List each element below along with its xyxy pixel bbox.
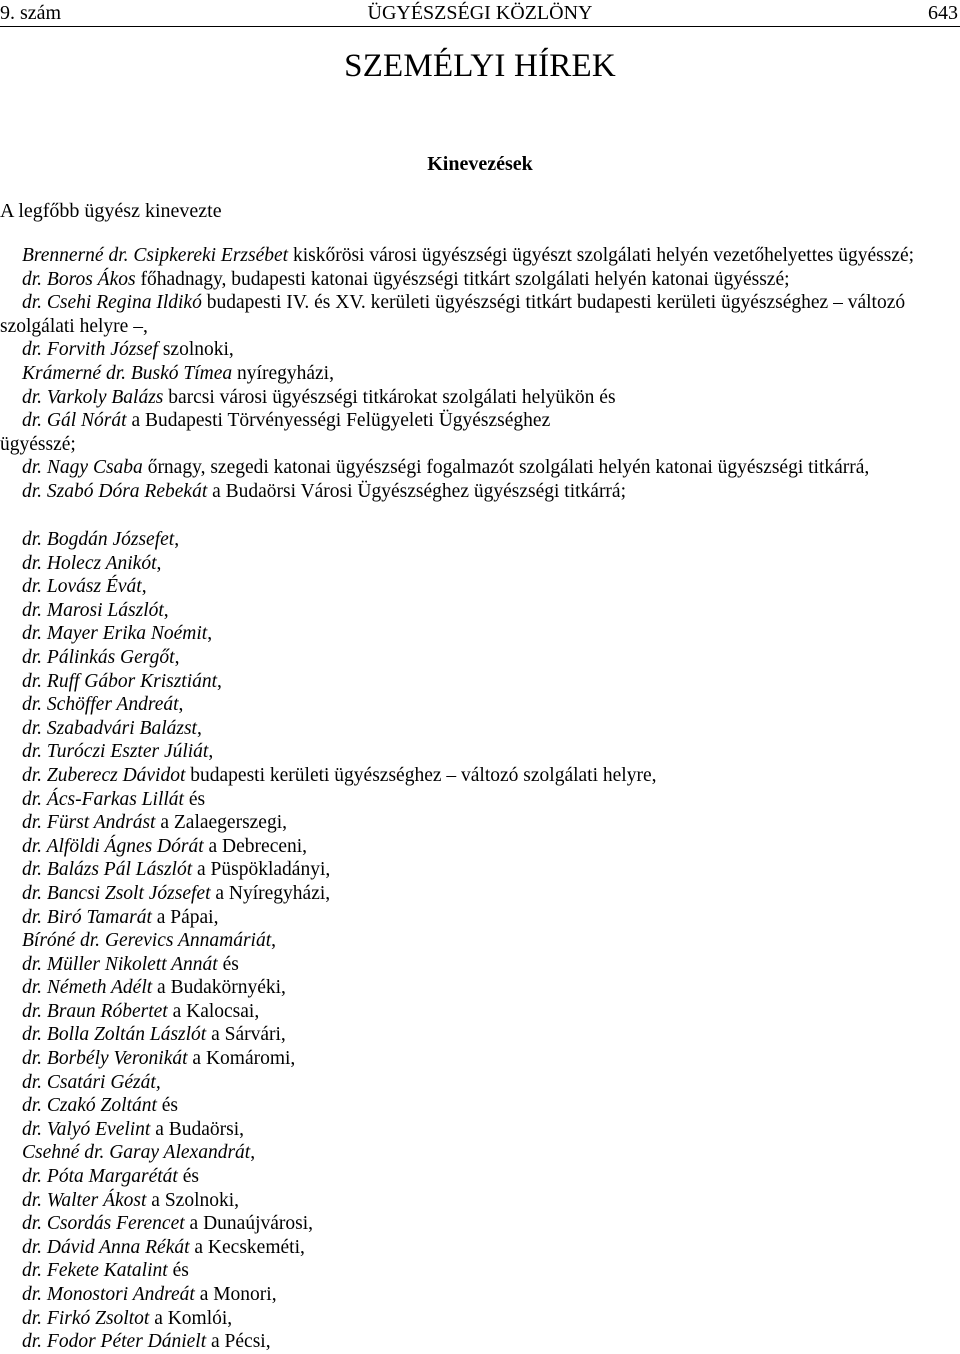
person-name: dr. Holecz Anikót xyxy=(22,552,157,574)
list-item xyxy=(0,1000,960,1024)
page-number: 643 xyxy=(928,2,958,24)
list-item xyxy=(0,740,960,764)
list-item xyxy=(0,1330,960,1354)
appointment-entry-line xyxy=(0,362,960,386)
person-name: dr. Póta Margarétát xyxy=(22,1166,178,1188)
appointment-entry xyxy=(0,480,960,504)
person-name: dr. Nagy Csaba xyxy=(22,457,143,479)
person-name: dr. Fodor Péter Dánielt xyxy=(22,1331,207,1353)
appointment-entry xyxy=(0,244,960,268)
list-item xyxy=(0,764,960,788)
list-item xyxy=(0,717,960,741)
list-item xyxy=(0,835,960,859)
list-item xyxy=(0,1141,960,1165)
person-name: dr. Ruff Gábor Krisztiánt xyxy=(22,670,218,692)
appointment-detail: , xyxy=(174,646,180,668)
person-name: dr. Fekete Katalint xyxy=(22,1260,168,1282)
person-name: dr. Dávid Anna Rékát xyxy=(22,1236,190,1258)
appointment-detail: és xyxy=(217,953,239,975)
appointment-entry xyxy=(0,338,960,362)
person-name: Brennerné dr. Csipkereki Erzsébet xyxy=(22,245,289,266)
appointment-detail: a Zalaegerszegi, xyxy=(155,812,288,834)
appointment-detail: a Budakörnyéki, xyxy=(152,977,286,999)
person-name: Krámerné dr. Buskó Tímea xyxy=(22,362,233,384)
person-name: dr. Varkoly Balázs xyxy=(22,386,164,408)
person-name: dr. Bolla Zoltán Lászlót xyxy=(22,1024,207,1046)
issue-number: 9. szám xyxy=(0,2,62,24)
appointment-entry-line xyxy=(0,409,960,433)
list-item xyxy=(0,1236,960,1260)
person-name: dr. Braun Róbertet xyxy=(22,1000,168,1022)
list-item xyxy=(0,622,960,646)
appointment-detail: a Monori, xyxy=(194,1284,277,1305)
person-name: dr. Fürst Andrást xyxy=(22,812,156,834)
appointment-detail: a Debreceni, xyxy=(203,835,308,857)
appointment-entry-line xyxy=(0,456,960,480)
person-name: dr. Forvith József xyxy=(22,339,158,361)
list-item xyxy=(0,1189,960,1213)
appointment-detail: szolnoki, xyxy=(157,339,234,361)
appointment-detail: , xyxy=(196,717,202,739)
appointment-name-list xyxy=(0,528,960,1354)
list-item xyxy=(0,599,960,623)
person-name: dr. Biró Tamarát xyxy=(22,906,152,928)
appointment-detail: főhadnagy, budapesti katonai ügyészségi titkárt szolgálati helyén katonai ügyésszé; xyxy=(135,268,790,290)
appointment-entry xyxy=(0,291,960,338)
appointment-detail: budapesti IV. és XV. kerületi ügyészségi titkárt budapesti kerületi ügyészséghez – változó xyxy=(201,292,906,314)
list-item xyxy=(0,953,960,977)
journal-title: ÜGYÉSZSÉGI KÖZLÖNY xyxy=(367,2,593,24)
person-name: dr. Firkó Zsoltot xyxy=(22,1307,150,1329)
section-heading: Kinevezések xyxy=(427,153,533,175)
list-item xyxy=(0,552,960,576)
appointment-detail: a Pécsi, xyxy=(206,1331,271,1353)
appointment-detail: a Pápai, xyxy=(151,906,219,928)
appointment-detail: a Dunaújvárosi, xyxy=(184,1213,314,1235)
list-item xyxy=(0,1165,960,1189)
appointment-entry xyxy=(0,409,960,456)
appointment-detail: , xyxy=(163,599,169,621)
person-name: dr. Valyó Evelint xyxy=(22,1118,151,1140)
appointment-paragraphs xyxy=(0,244,960,504)
appointment-detail: a Kalocsai, xyxy=(167,1000,260,1022)
person-name: dr. Boros Ákos xyxy=(22,268,136,290)
list-item xyxy=(0,1047,960,1071)
appointment-entry-line xyxy=(0,244,960,268)
person-name: dr. Alföldi Ágnes Dórát xyxy=(22,835,204,857)
person-name: dr. Schöffer Andreát xyxy=(22,694,179,716)
list-item xyxy=(0,1023,960,1047)
appointment-detail: a Komlói, xyxy=(149,1307,233,1329)
list-item xyxy=(0,1283,960,1307)
appointment-entry xyxy=(0,456,960,480)
list-item xyxy=(0,976,960,1000)
person-name: dr. Csehi Regina Ildikó xyxy=(22,292,202,314)
appointment-detail: , xyxy=(271,930,277,952)
appointment-entry xyxy=(0,386,960,410)
appointment-detail: a Budaörsi, xyxy=(150,1118,245,1140)
person-name: dr. Gál Nórát xyxy=(22,410,127,432)
appointment-detail: , xyxy=(217,670,222,692)
person-name: dr. Mayer Erika Noémit xyxy=(22,623,208,645)
appointment-detail: , xyxy=(174,529,180,550)
appointment-detail: és xyxy=(183,788,206,810)
person-name: dr. Czakó Zoltánt xyxy=(22,1095,157,1117)
list-item xyxy=(0,906,960,930)
appointment-detail: , xyxy=(178,694,184,716)
person-name: dr. Monostori Andreát xyxy=(22,1284,195,1305)
appointment-detail: a Nyíregyházi, xyxy=(210,882,331,904)
person-name: dr. Zuberecz Dávidot xyxy=(22,764,186,786)
appointment-detail: , xyxy=(207,623,213,645)
appointment-detail-continued: ügyésszé; xyxy=(0,433,76,455)
appointment-entry-line xyxy=(0,480,960,504)
intro-text: A legfőbb ügyész kinevezte xyxy=(0,200,222,222)
running-header xyxy=(0,0,960,27)
appointment-detail: barcsi városi ügyészségi titkárokat szolgálati helyükön és xyxy=(163,386,616,408)
appointment-detail: a Budapesti Törvényességi Felügyeleti Ügyészséghez xyxy=(126,410,551,432)
page-title: SZEMÉLYI HÍREK xyxy=(344,48,616,84)
person-name: dr. Szabó Dóra Rebekát xyxy=(22,480,208,502)
appointment-detail-continued: szolgálati helyre –, xyxy=(0,315,148,337)
list-item xyxy=(0,858,960,882)
person-name: dr. Walter Ákost xyxy=(22,1189,147,1211)
person-name: dr. Csordás Ferencet xyxy=(22,1213,185,1235)
person-name: dr. Müller Nikolett Annát xyxy=(22,953,218,975)
appointment-detail: a Budaörsi Városi Ügyészséghez ügyészségi titkárrá; xyxy=(207,480,626,502)
list-item xyxy=(0,811,960,835)
appointment-detail: őrnagy, szegedi katonai ügyészségi fogalmazót szolgálati helyén katonai ügyészségi titkárrá, xyxy=(142,457,870,479)
appointment-detail: és xyxy=(156,1095,179,1117)
person-name: dr. Turóczi Eszter Júliát xyxy=(22,741,209,763)
appointment-detail: a Püspökladányi, xyxy=(192,859,331,881)
appointment-detail: budapesti kerületi ügyészséghez – változó szolgálati helyre, xyxy=(185,764,657,786)
person-name: dr. Borbély Veronikát xyxy=(22,1048,188,1070)
person-name: dr. Bancsi Zsolt Józsefet xyxy=(22,882,211,904)
appointment-detail: , xyxy=(250,1142,256,1164)
appointment-entry xyxy=(0,268,960,292)
appointment-detail: , xyxy=(141,576,147,598)
list-item xyxy=(0,646,960,670)
person-name: dr. Ács-Farkas Lillát xyxy=(22,788,184,810)
appointment-detail: nyíregyházi, xyxy=(232,362,334,384)
list-item xyxy=(0,693,960,717)
list-item xyxy=(0,882,960,906)
appointment-detail: és xyxy=(167,1260,189,1282)
list-item xyxy=(0,1118,960,1142)
list-item xyxy=(0,1307,960,1331)
list-item xyxy=(0,1259,960,1283)
list-item xyxy=(0,575,960,599)
person-name: dr. Bogdán Józsefet xyxy=(22,529,175,550)
person-name: Csehné dr. Garay Alexandrát xyxy=(22,1142,251,1164)
person-name: dr. Németh Adélt xyxy=(22,977,153,999)
appointment-detail: és xyxy=(177,1166,199,1188)
appointment-entry-line xyxy=(0,268,960,292)
list-item xyxy=(0,1071,960,1095)
appointment-detail: , xyxy=(156,552,162,574)
person-name: dr. Lovász Évát xyxy=(22,576,142,598)
person-name: dr. Csatári Gézát, xyxy=(22,1071,161,1093)
appointment-entry xyxy=(0,362,960,386)
appointment-entry-line xyxy=(0,386,960,410)
person-name: dr. Marosi Lászlót xyxy=(22,599,164,621)
appointment-entry-line xyxy=(0,291,960,315)
person-name: dr. Pálinkás Gergőt xyxy=(22,646,175,668)
list-item xyxy=(0,929,960,953)
list-item xyxy=(0,788,960,812)
list-item xyxy=(0,670,960,694)
appointment-detail: a Szolnoki, xyxy=(146,1189,240,1211)
person-name: dr. Szabadvári Balázst xyxy=(22,717,197,739)
appointment-detail: , xyxy=(208,741,214,763)
list-item xyxy=(0,1094,960,1118)
appointment-detail: a Kecskeméti, xyxy=(189,1236,305,1258)
person-name: Bíróné dr. Gerevics Annamáriát xyxy=(22,930,272,952)
person-name: dr. Balázs Pál Lászlót xyxy=(22,859,193,881)
list-item xyxy=(0,528,960,552)
appointment-detail: a Sárvári, xyxy=(206,1024,286,1046)
appointment-detail: a Komáromi, xyxy=(187,1048,296,1070)
appointment-entry-line xyxy=(0,338,960,362)
appointment-detail: kiskőrösi városi ügyészségi ügyészt szolgálati helyén vezetőhelyettes ügyésszé; xyxy=(288,245,915,266)
list-item xyxy=(0,1212,960,1236)
